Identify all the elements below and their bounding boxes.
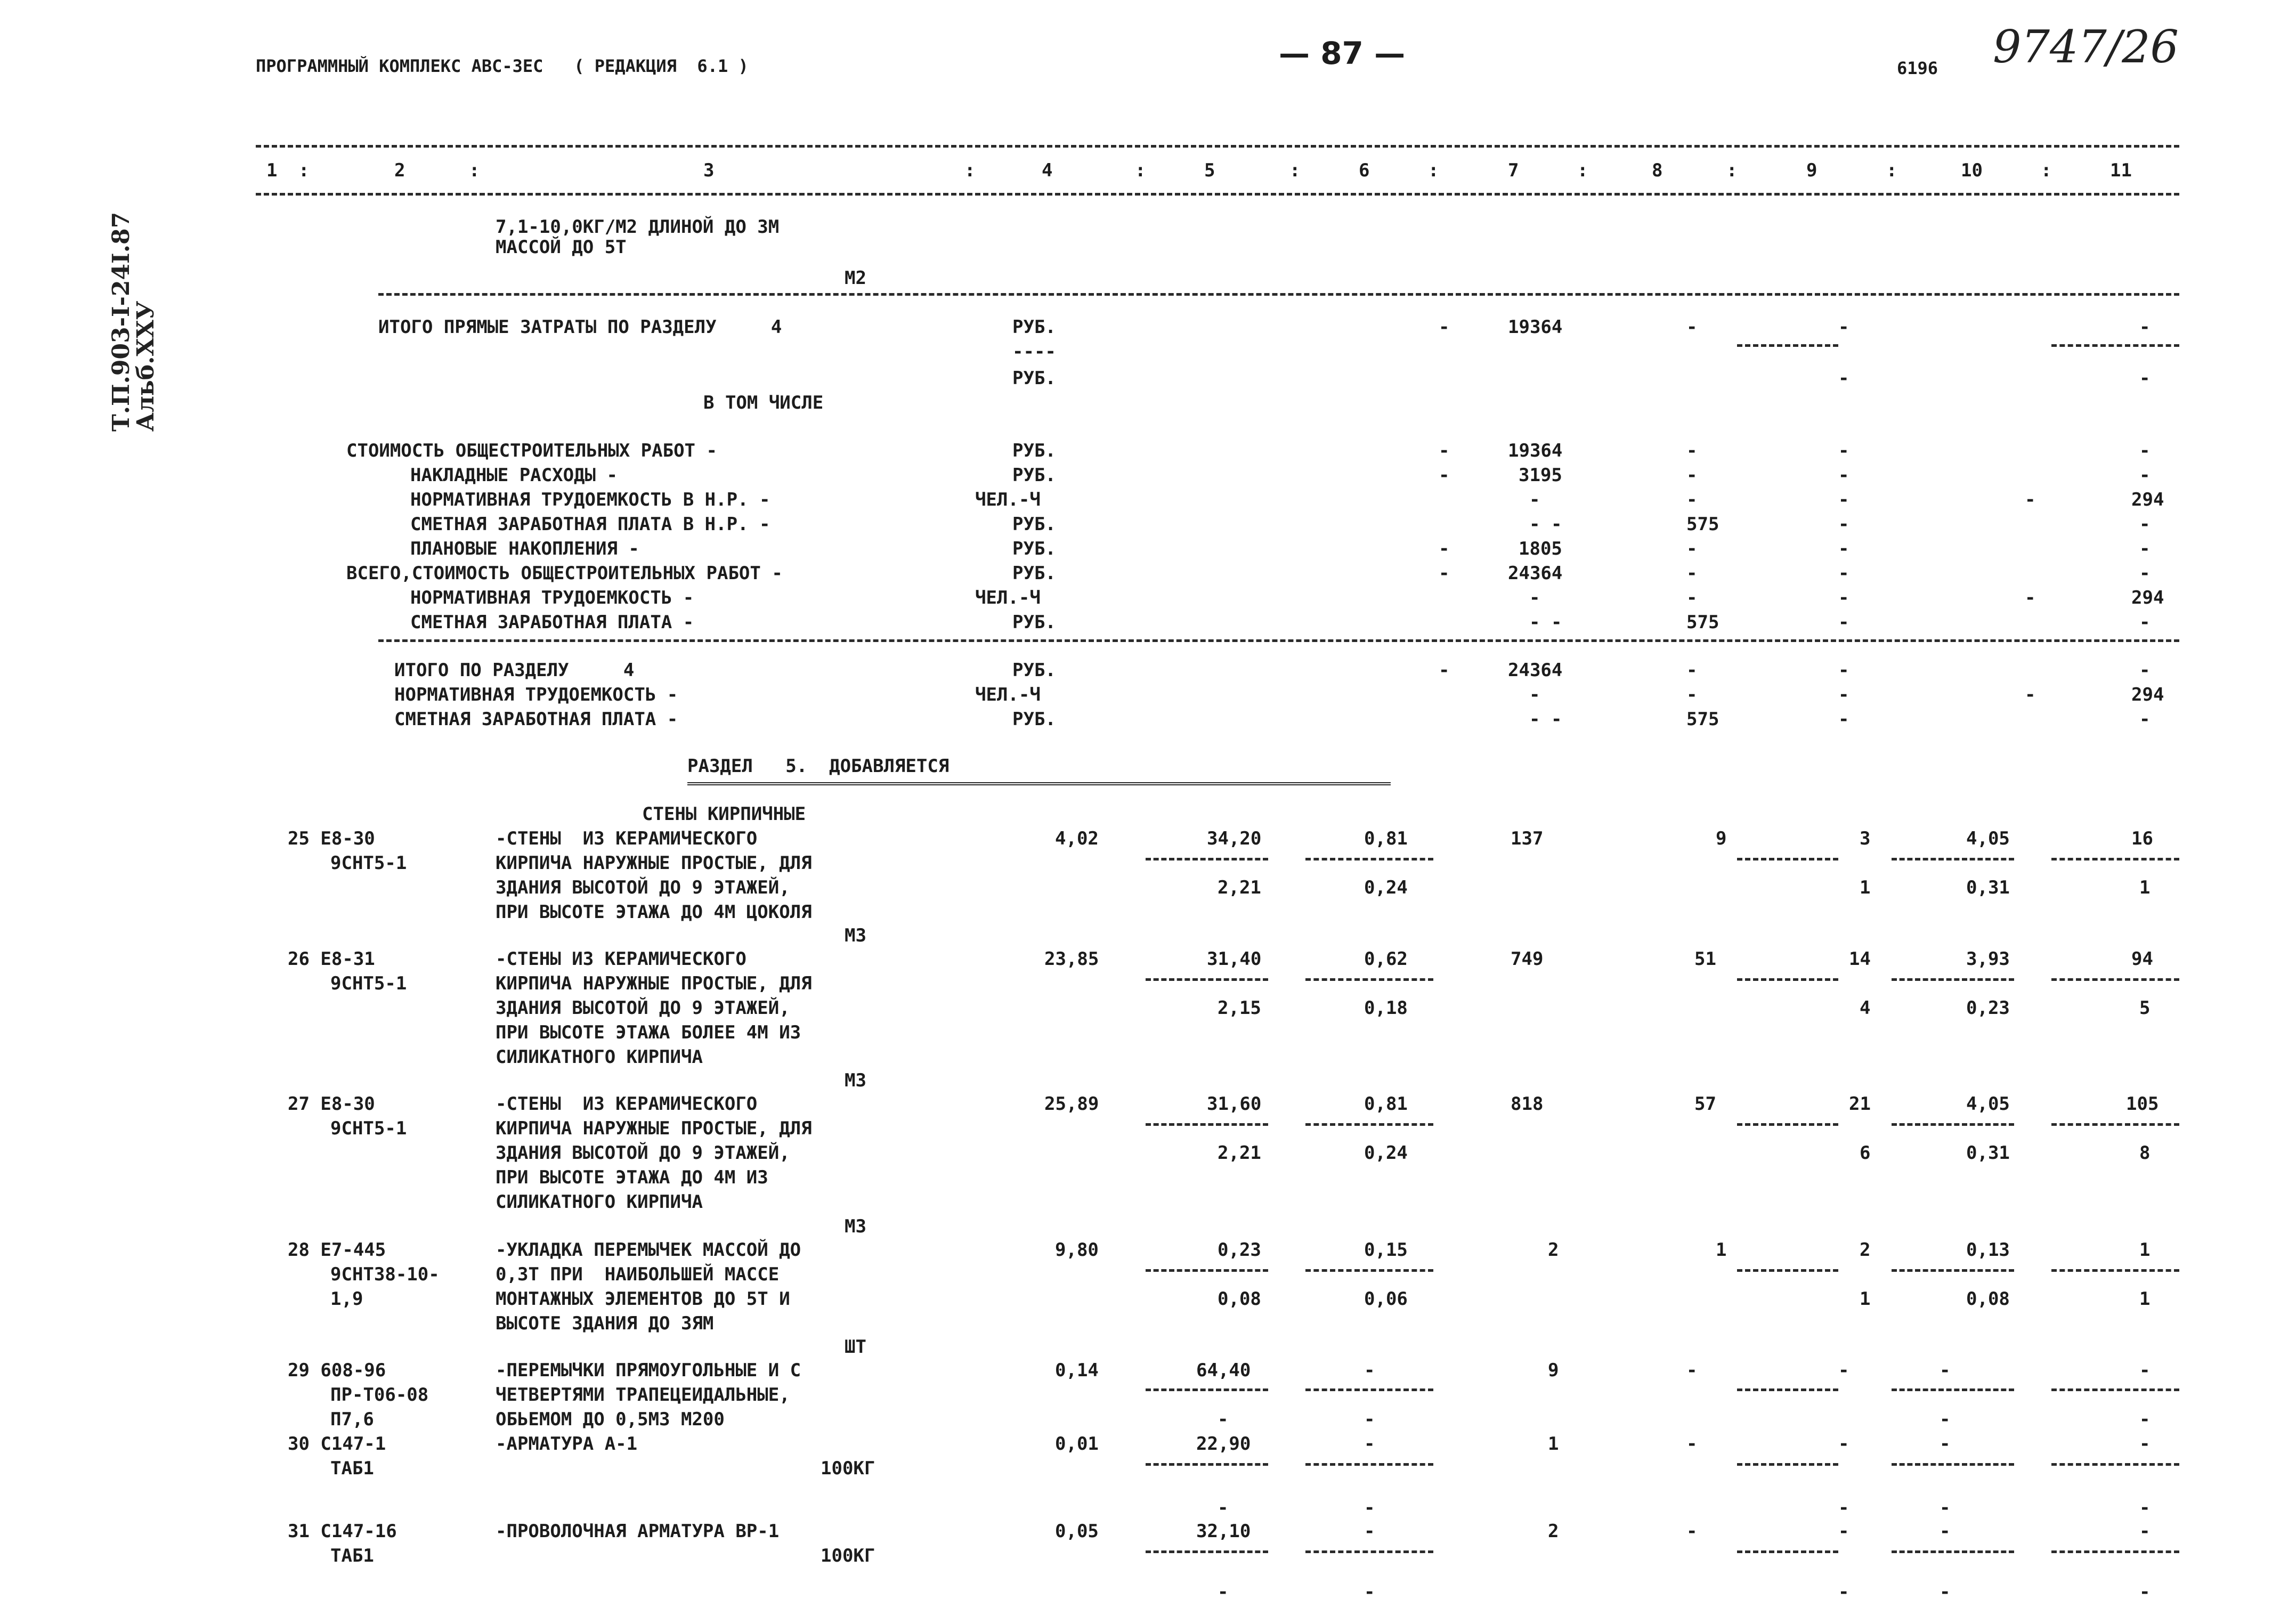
item-sub-rule: [1305, 1388, 1433, 1391]
item-sub-rule: [1737, 1463, 1838, 1466]
table-cell: -: [1686, 1433, 1698, 1455]
column-separator: :: [1577, 160, 1588, 181]
table-cell: 2,21: [1218, 877, 1261, 898]
table-cell: ВСЕГО,СТОИМОСТЬ ОБЩЕСТРОИТЕЛЬНЫХ РАБОТ -: [346, 563, 783, 584]
column-separator: :: [1726, 160, 1738, 181]
column-number-8: 8: [1652, 160, 1663, 181]
table-cell: 5: [2139, 997, 2151, 1019]
table-cell: РУБ.: [1012, 612, 1056, 633]
table-cell: 0,24: [1364, 877, 1408, 898]
table-cell: -: [1218, 1409, 1229, 1430]
table-cell: -: [1364, 1581, 1375, 1603]
item-sub-rule: [1146, 1269, 1268, 1272]
table-cell: -: [1364, 1409, 1375, 1430]
table-cell: 19364: [1508, 316, 1563, 338]
table-cell: -: [1529, 684, 1540, 705]
table-cell: 0,08: [1218, 1288, 1261, 1310]
table-cell: КИРПИЧА НАРУЖНЫЕ ПРОСТЫЕ, ДЛЯ: [496, 852, 812, 874]
table-cell: -: [1218, 1497, 1229, 1519]
table-cell: -: [1686, 1521, 1698, 1542]
table-cell: -: [1686, 563, 1698, 584]
table-cell: -: [1686, 465, 1698, 486]
column-number-9: 9: [1806, 160, 1817, 181]
table-cell: -: [1838, 1521, 1849, 1542]
table-cell: РУБ.: [1012, 563, 1056, 584]
table-cell: 29 608-96: [288, 1360, 386, 1381]
item-sub-rule: [1305, 1463, 1433, 1466]
table-cell: -: [1940, 1581, 1951, 1603]
table-cell: 9СНТ5-1: [330, 973, 407, 994]
table-cell: 25,89: [1044, 1093, 1099, 1115]
item-sub-rule: [1146, 978, 1268, 981]
table-cell: 0,01: [1055, 1433, 1099, 1455]
table-cell: -УКЛАДКА ПЕРЕМЫЧЕК МАССОЙ ДО: [496, 1239, 801, 1261]
table-cell: 26 Е8-31: [288, 948, 375, 970]
table-cell: 1: [1860, 877, 1871, 898]
column-separator: :: [964, 160, 976, 181]
table-cell: ТАБ1: [330, 1545, 374, 1566]
item-sub-rule: [1305, 858, 1433, 860]
table-cell: -: [2139, 316, 2151, 338]
table-cell: 25 Е8-30: [288, 828, 375, 849]
table-cell: 32,10: [1196, 1521, 1251, 1542]
item-sub-rule: [1892, 1388, 2014, 1391]
column-separator: :: [298, 160, 310, 181]
table-cell: -: [1838, 587, 1849, 608]
table-cell: ПР-Т06-08: [330, 1384, 429, 1406]
table-cell: 100КГ: [821, 1545, 875, 1566]
table-cell: -: [2025, 587, 2036, 608]
table-cell: -: [1439, 660, 1450, 681]
item-sub-rule: [1737, 1269, 1838, 1272]
table-cell: -: [1940, 1360, 1951, 1381]
table-cell: ЧЕЛ.-Ч: [975, 489, 1041, 510]
table-cell: 0,31: [1966, 1142, 2010, 1164]
table-cell: -: [2139, 709, 2151, 730]
item-sub-rule: [1737, 1388, 1838, 1391]
item-sub-rule: [2051, 858, 2179, 860]
table-cell: -: [1529, 587, 1540, 608]
table-cell: 0,81: [1364, 828, 1408, 849]
table-cell: 7,1-10,0КГ/М2 ДЛИНОЙ ДО 3М: [496, 216, 780, 238]
table-cell: СМЕТНАЯ ЗАРАБОТНАЯ ПЛАТА -: [394, 709, 678, 730]
side-label-line-1: Т.П.903-I-24I.87: [108, 212, 135, 432]
table-cell: -: [1364, 1433, 1375, 1455]
table-cell: 105: [2126, 1093, 2159, 1115]
table-cell: НОРМАТИВНАЯ ТРУДОЕМКОСТЬ В Н.Р. -: [410, 489, 770, 510]
table-cell: -: [1686, 538, 1698, 559]
table-cell: -: [1838, 612, 1849, 633]
table-cell: 4,05: [1966, 1093, 2010, 1115]
table-cell: СТЕНЫ КИРПИЧНЫЕ: [642, 803, 806, 825]
table-cell: 27 Е8-30: [288, 1093, 375, 1115]
table-cell: 1: [2139, 1239, 2151, 1261]
table-cell: 9СНТ38-10-: [330, 1264, 440, 1285]
table-cell: - -: [1529, 709, 1562, 730]
table-cell: ПЛАНОВЫЕ НАКОПЛЕНИЯ -: [410, 538, 639, 559]
table-cell: 57: [1694, 1093, 1716, 1115]
table-cell: 4,05: [1966, 828, 2010, 849]
item-sub-rule: [2051, 978, 2179, 981]
table-cell: 94: [2131, 948, 2153, 970]
table-cell: -: [1686, 684, 1698, 705]
table-cell: ЧЕТВЕРТЯМИ ТРАПЕЦЕИДАЛЬНЫЕ,: [496, 1384, 790, 1406]
column-number-2: 2: [394, 160, 405, 181]
table-cell: 3: [1860, 828, 1871, 849]
table-cell: -: [2139, 465, 2151, 486]
table-cell: ПРИ ВЫСОТЕ ЭТАЖА ДО 4М ЦОКОЛЯ: [496, 902, 812, 923]
table-cell: РУБ.: [1012, 465, 1056, 486]
table-cell: - -: [1529, 514, 1562, 535]
handwritten-number: 9747/26: [1993, 21, 2179, 73]
table-top-rule: [256, 145, 2179, 148]
table-cell: РУБ.: [1012, 538, 1056, 559]
table-cell: СТОИМОСТЬ ОБЩЕСТРОИТЕЛЬНЫХ РАБОТ -: [346, 440, 717, 461]
item-sub-rule: [1146, 1463, 1268, 1466]
item-sub-rule: [1146, 1388, 1268, 1391]
table-cell: -: [1218, 1581, 1229, 1603]
item-sub-rule: [1305, 1123, 1433, 1126]
table-cell: СМЕТНАЯ ЗАРАБОТНАЯ ПЛАТА -: [410, 612, 694, 633]
table-cell: 0,13: [1966, 1239, 2010, 1261]
table-cell: -: [2139, 660, 2151, 681]
table-cell: НОРМАТИВНАЯ ТРУДОЕМКОСТЬ -: [410, 587, 694, 608]
table-cell: ИТОГО ПРЯМЫЕ ЗАТРАТЫ ПО РАЗДЕЛУ 4: [378, 316, 782, 338]
table-cell: 0,08: [1966, 1288, 2010, 1310]
table-cell: -: [1838, 1433, 1849, 1455]
table-cell: -: [1686, 489, 1698, 510]
table-cell: МОНТАЖНЫХ ЭЛЕМЕНТОВ ДО 5Т И: [496, 1288, 790, 1310]
table-cell: -: [2139, 1581, 2151, 1603]
table-cell: РУБ.: [1012, 660, 1056, 681]
sub-rule: [1737, 344, 1838, 347]
table-cell: -: [1940, 1521, 1951, 1542]
table-cell: РАЗДЕЛ 5. ДОБАВЛЯЕТСЯ: [687, 756, 950, 777]
table-cell: -: [1364, 1521, 1375, 1542]
item-sub-rule: [1892, 1463, 2014, 1466]
table-cell: -: [2139, 368, 2151, 389]
table-cell: -: [1838, 465, 1849, 486]
table-cell: ЗДАНИЯ ВЫСОТОЙ ДО 9 ЭТАЖЕЙ,: [496, 1142, 790, 1164]
table-cell: ЗДАНИЯ ВЫСОТОЙ ДО 9 ЭТАЖЕЙ,: [496, 997, 790, 1019]
table-cell: -: [1838, 684, 1849, 705]
item-sub-rule: [1305, 1550, 1433, 1553]
table-cell: 21: [1849, 1093, 1871, 1115]
table-cell: 1: [1716, 1239, 1727, 1261]
table-cell: -АРМАТУРА А-1: [496, 1433, 638, 1455]
table-cell: -: [1686, 587, 1698, 608]
table-cell: -: [1529, 489, 1540, 510]
table-cell: РУБ.: [1012, 440, 1056, 461]
table-cell: -: [2139, 440, 2151, 461]
table-cell: -: [2139, 514, 2151, 535]
document-code: 6196: [1897, 58, 1938, 78]
table-cell: В ТОМ ЧИСЛЕ: [703, 392, 824, 413]
table-cell: 2,21: [1218, 1142, 1261, 1164]
table-cell: 749: [1511, 948, 1544, 970]
table-cell: -: [1686, 440, 1698, 461]
item-sub-rule: [1737, 1123, 1838, 1126]
table-cell: 0,23: [1218, 1239, 1261, 1261]
table-cell: 16: [2131, 828, 2153, 849]
table-cell: М3: [845, 1070, 866, 1091]
item-sub-rule: [2051, 1123, 2179, 1126]
table-cell: 294: [2131, 489, 2164, 510]
table-cell: -СТЕНЫ ИЗ КЕРАМИЧЕСКОГО: [496, 948, 746, 970]
column-number-1: 1: [266, 160, 278, 181]
table-cell: -: [1364, 1360, 1375, 1381]
table-cell: 2: [1860, 1239, 1871, 1261]
table-cell: -: [2139, 1497, 2151, 1519]
table-cell: ИТОГО ПО РАЗДЕЛУ 4: [394, 660, 635, 681]
table-cell: -СТЕНЫ ИЗ КЕРАМИЧЕСКОГО: [496, 1093, 758, 1115]
table-cell: 0,24: [1364, 1142, 1408, 1164]
table-cell: -: [2139, 538, 2151, 559]
table-cell: 23,85: [1044, 948, 1099, 970]
table-cell: 137: [1511, 828, 1544, 849]
sub-rule: [2051, 344, 2179, 347]
table-cell: 294: [2131, 587, 2164, 608]
table-cell: РУБ.: [1012, 514, 1056, 535]
item-sub-rule: [1892, 1269, 2014, 1272]
table-cell: НАКЛАДНЫЕ РАСХОДЫ -: [410, 465, 618, 486]
table-cell: -: [2139, 1360, 2151, 1381]
table-cell: 4: [1860, 997, 1871, 1019]
table-cell: СМЕТНАЯ ЗАРАБОТНАЯ ПЛАТА В Н.Р. -: [410, 514, 770, 535]
table-cell: 22,90: [1196, 1433, 1251, 1455]
table-cell: -: [1838, 660, 1849, 681]
table-cell: -СТЕНЫ ИЗ КЕРАМИЧЕСКОГО: [496, 828, 758, 849]
table-cell: ОБЬЕМОМ ДО 0,5М3 М200: [496, 1409, 725, 1430]
column-separator: :: [1428, 160, 1439, 181]
table-cell: -: [1439, 440, 1450, 461]
table-cell: 1: [2139, 1288, 2151, 1310]
table-cell: 31 С147-16: [288, 1521, 397, 1542]
table-cell: РУБ.: [1012, 316, 1056, 338]
table-cell: М3: [845, 925, 866, 946]
item-sub-rule: [2051, 1388, 2179, 1391]
table-cell: -: [1686, 660, 1698, 681]
column-number-3: 3: [703, 160, 715, 181]
table-cell: 1,9: [330, 1288, 363, 1310]
table-cell: 24364: [1508, 563, 1563, 584]
table-cell: -ПРОВОЛОЧНАЯ АРМАТУРА ВР-1: [496, 1521, 780, 1542]
item-sub-rule: [1737, 978, 1838, 981]
table-cell: 575: [1686, 514, 1719, 535]
table-cell: 0,06: [1364, 1288, 1408, 1310]
table-cell: -: [1439, 316, 1450, 338]
table-cell: 3,93: [1966, 948, 2010, 970]
table-cell: 34,20: [1207, 828, 1262, 849]
side-album-label: [109, 133, 158, 432]
table-cell: СИЛИКАТНОГО КИРПИЧА: [496, 1191, 703, 1213]
item-sub-rule: [1892, 1550, 2014, 1553]
table-cell: 2: [1548, 1239, 1559, 1261]
table-cell: -: [1838, 1497, 1849, 1519]
table-cell: 9,80: [1055, 1239, 1099, 1261]
table-cell: 31,40: [1207, 948, 1262, 970]
table-cell: 575: [1686, 612, 1719, 633]
item-sub-rule: [1305, 1269, 1433, 1272]
table-cell: -: [1838, 368, 1849, 389]
table-cell: МАССОЙ ДО 5Т: [496, 237, 627, 258]
table-cell: 2,15: [1218, 997, 1261, 1019]
table-cell: ШТ: [845, 1336, 866, 1358]
item-sub-rule: [1146, 1123, 1268, 1126]
table-cell: 1: [1548, 1433, 1559, 1455]
table-cell: 0,15: [1364, 1239, 1408, 1261]
table-cell: 51: [1694, 948, 1716, 970]
table-cell: -ПЕРЕМЫЧКИ ПРЯМОУГОЛЬНЫЕ И С: [496, 1360, 801, 1381]
table-cell: 9: [1716, 828, 1727, 849]
side-label-line-2: Альб.XXУ: [132, 301, 159, 432]
column-separator: :: [2041, 160, 2052, 181]
table-cell: ЧЕЛ.-Ч: [975, 587, 1041, 608]
table-cell: 1805: [1519, 538, 1562, 559]
table-cell: -: [2139, 1409, 2151, 1430]
table-cell: -: [1940, 1497, 1951, 1519]
table-cell: 3195: [1519, 465, 1562, 486]
table-cell: ЧЕЛ.-Ч: [975, 684, 1041, 705]
table-header-rule: [256, 193, 2179, 196]
table-cell: -: [2139, 563, 2151, 584]
table-cell: -: [2139, 1521, 2151, 1542]
table-cell: -: [1838, 538, 1849, 559]
table-cell: 0,81: [1364, 1093, 1408, 1115]
table-cell: 19364: [1508, 440, 1563, 461]
section-rule-summary: [378, 639, 2179, 642]
table-cell: -: [1838, 440, 1849, 461]
table-cell: П7,6: [330, 1409, 374, 1430]
table-cell: -: [1940, 1409, 1951, 1430]
section-rule-totals: [378, 293, 2179, 296]
table-cell: НОРМАТИВНАЯ ТРУДОЕМКОСТЬ -: [394, 684, 678, 705]
table-cell: -: [2025, 684, 2036, 705]
table-cell: ТАБ1: [330, 1458, 374, 1479]
table-cell: М3: [845, 1216, 866, 1237]
table-cell: ПРИ ВЫСОТЕ ЭТАЖА БОЛЕЕ 4М ИЗ: [496, 1022, 801, 1043]
column-separator: :: [1135, 160, 1146, 181]
item-sub-rule: [1305, 978, 1433, 981]
table-cell: ЗДАНИЯ ВЫСОТОЙ ДО 9 ЭТАЖЕЙ,: [496, 877, 790, 898]
table-cell: 100КГ: [821, 1458, 875, 1479]
table-cell: 0,05: [1055, 1521, 1099, 1542]
table-cell: 6: [1860, 1142, 1871, 1164]
table-cell: КИРПИЧА НАРУЖНЫЕ ПРОСТЫЕ, ДЛЯ: [496, 973, 812, 994]
table-cell: 575: [1686, 709, 1719, 730]
table-cell: -: [1364, 1497, 1375, 1519]
table-cell: -: [1838, 563, 1849, 584]
item-sub-rule: [2051, 1463, 2179, 1466]
column-separator: :: [1886, 160, 1897, 181]
table-cell: -: [2025, 489, 2036, 510]
column-number-6: 6: [1359, 160, 1370, 181]
table-cell: -: [1439, 538, 1450, 559]
program-title: ПРОГРАММНЫЙ КОМПЛЕКС АВС-ЗЕС ( РЕДАКЦИЯ 6.1 ): [256, 56, 749, 76]
table-cell: КИРПИЧА НАРУЖНЫЕ ПРОСТЫЕ, ДЛЯ: [496, 1118, 812, 1139]
column-number-4: 4: [1042, 160, 1053, 181]
table-cell: ----: [1012, 341, 1056, 362]
table-cell: 1: [2139, 877, 2151, 898]
table-cell: 0,31: [1966, 877, 2010, 898]
table-cell: 28 Е7-445: [288, 1239, 386, 1261]
page-number: — 87 —: [1279, 35, 1406, 71]
item-sub-rule: [1892, 858, 2014, 860]
table-cell: -: [1686, 316, 1698, 338]
table-cell: 64,40: [1196, 1360, 1251, 1381]
table-cell: 0,14: [1055, 1360, 1099, 1381]
table-cell: 8: [2139, 1142, 2151, 1164]
table-cell: ВЫСОТЕ ЗДАНИЯ ДО 3ЯМ: [496, 1313, 714, 1334]
column-number-11: 11: [2110, 160, 2132, 181]
table-cell: -: [1838, 489, 1849, 510]
table-cell: 0,3Т ПРИ НАИБОЛЬШЕЙ МАССЕ: [496, 1264, 780, 1285]
table-cell: -: [2139, 612, 2151, 633]
table-cell: ПРИ ВЫСОТЕ ЭТАЖА ДО 4М ИЗ: [496, 1167, 768, 1188]
table-cell: 9СНТ5-1: [330, 852, 407, 874]
item-sub-rule: [2051, 1269, 2179, 1272]
column-separator: :: [469, 160, 480, 181]
table-cell: 2: [1548, 1521, 1559, 1542]
table-cell: -: [1940, 1433, 1951, 1455]
table-cell: -: [1439, 563, 1450, 584]
table-cell: 0,23: [1966, 997, 2010, 1019]
table-cell: 0,62: [1364, 948, 1408, 970]
table-cell: -: [1838, 709, 1849, 730]
item-sub-rule: [1737, 1550, 1838, 1553]
table-cell: М2: [845, 267, 866, 289]
item-sub-rule: [1146, 858, 1268, 860]
table-cell: 9СНТ5-1: [330, 1118, 407, 1139]
table-cell: -: [1838, 316, 1849, 338]
table-cell: -: [1838, 514, 1849, 535]
table-cell: -: [2139, 1433, 2151, 1455]
item-sub-rule: [1892, 978, 2014, 981]
table-cell: 1: [1860, 1288, 1871, 1310]
table-cell: 24364: [1508, 660, 1563, 681]
column-number-7: 7: [1508, 160, 1519, 181]
table-cell: -: [1838, 1360, 1849, 1381]
table-cell: 14: [1849, 948, 1871, 970]
table-cell: 818: [1511, 1093, 1544, 1115]
table-cell: -: [1686, 1360, 1698, 1381]
table-cell: -: [1439, 465, 1450, 486]
table-cell: 294: [2131, 684, 2164, 705]
table-cell: 31,60: [1207, 1093, 1262, 1115]
column-number-5: 5: [1204, 160, 1215, 181]
table-cell: -: [1838, 1581, 1849, 1603]
item-sub-rule: [2051, 1550, 2179, 1553]
item-sub-rule: [1892, 1123, 2014, 1126]
item-sub-rule: [1737, 858, 1838, 860]
table-cell: 9: [1548, 1360, 1559, 1381]
table-cell: - -: [1529, 612, 1562, 633]
table-cell: РУБ.: [1012, 709, 1056, 730]
table-cell: 30 С147-1: [288, 1433, 386, 1455]
table-cell: СИЛИКАТНОГО КИРПИЧА: [496, 1046, 703, 1068]
section-5-underline: [687, 782, 1391, 785]
table-cell: 0,18: [1364, 997, 1408, 1019]
column-separator: :: [1289, 160, 1301, 181]
table-cell: РУБ.: [1012, 368, 1056, 389]
item-sub-rule: [1146, 1550, 1268, 1553]
column-number-10: 10: [1961, 160, 1983, 181]
table-cell: 4,02: [1055, 828, 1099, 849]
